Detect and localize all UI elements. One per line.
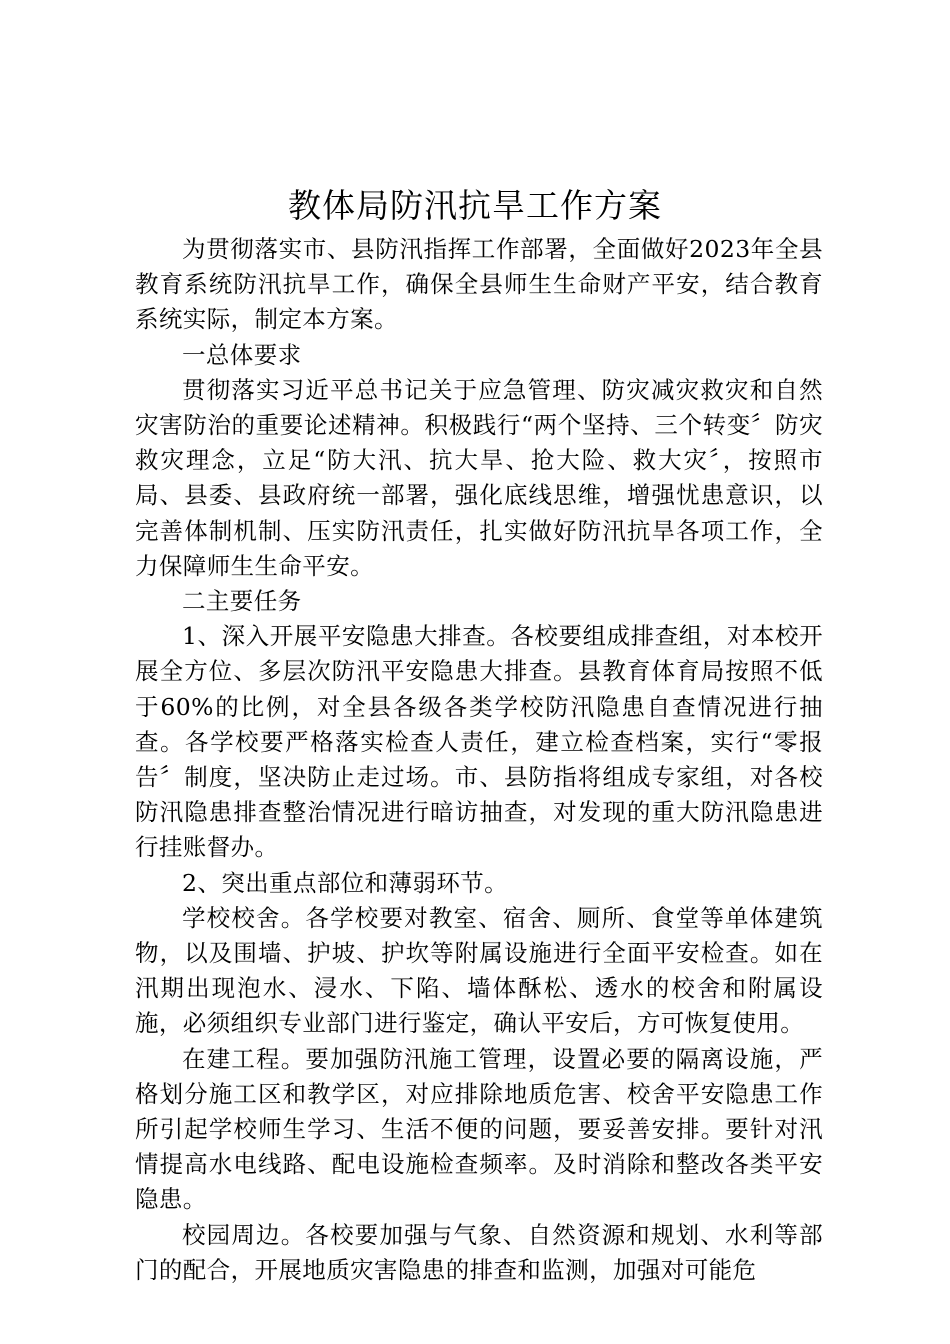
document-body bbox=[135, 232, 823, 1288]
construction-projects-paragraph: 在建工程。要加强防汛施工管理，设置必要的隔离设施，严格划分施工区和教学区，对应排除地质危害、校舍平安隐患工作所引起学校师生学习、生活不便的问题，要妥善安排。要针对汛情提高水电线路、配电设施检查频率。及时消除和整改各类平安隐患。 bbox=[135, 1044, 823, 1214]
task-1-paragraph: 1、深入开展平安隐患大排查。各校要组成排查组，对本校开展全方位、多层次防汛平安隐患大排查。县教育体育局按照不低于60%的比例，对全县各级各类学校防汛隐患自查情况进行抽查。各学校要严格落实检查人责任，建立检查档案，实行“零报告〞制度，坚决防止走过场。市、县防指将组成专家组，对各校防汛隐患排查整治情况进行暗访抽查，对发现的重大防汛隐患进行挂账督办。 bbox=[135, 622, 823, 862]
school-buildings-paragraph: 学校校舍。各学校要对教室、宿舍、厕所、食堂等单体建筑物，以及围墙、护坡、护坎等附属设施进行全面平安检查。如在汛期出现泡水、浸水、下陷、墙体酥松、透水的校舍和附属设施，必须组织专业部门进行鉴定，确认平安后，方可恢复使用。 bbox=[135, 903, 823, 1038]
campus-surroundings-paragraph: 校园周边。各校要加强与气象、自然资源和规划、水利等部门的配合，开展地质灾害隐患的排查和监测，加强对可能危 bbox=[135, 1220, 823, 1284]
section-heading-general-requirements: 一总体要求 bbox=[182, 340, 302, 369]
intro-paragraph: 为贯彻落实市、县防汛指挥工作部署，全面做好2023年全县教育系统防汛抗旱工作，确保全县师生生命财产平安，结合教育系统实际，制定本方案。 bbox=[135, 235, 823, 334]
task-2-heading: 2、突出重点部位和薄弱环节。 bbox=[182, 868, 509, 897]
document-title: 教体局防汛抗旱工作方案 bbox=[288, 186, 662, 225]
section-heading-main-tasks: 二主要任务 bbox=[182, 587, 302, 616]
general-requirements-paragraph: 贯彻落实习近平总书记关于应急管理、防灾减灾救灾和自然灾害防治的重要论述精神。积极践行“两个坚持、三个转变〞防灾救灾理念，立足“防大汛、抗大旱、抢大险、救大灾〞，按照市局、县委、县政府统一部署，强化底线思维，增强忧患意识，以完善体制机制、压实防汛责任，扎实做好防汛抗旱各项工作，全力保障师生生命平安。 bbox=[135, 375, 823, 580]
